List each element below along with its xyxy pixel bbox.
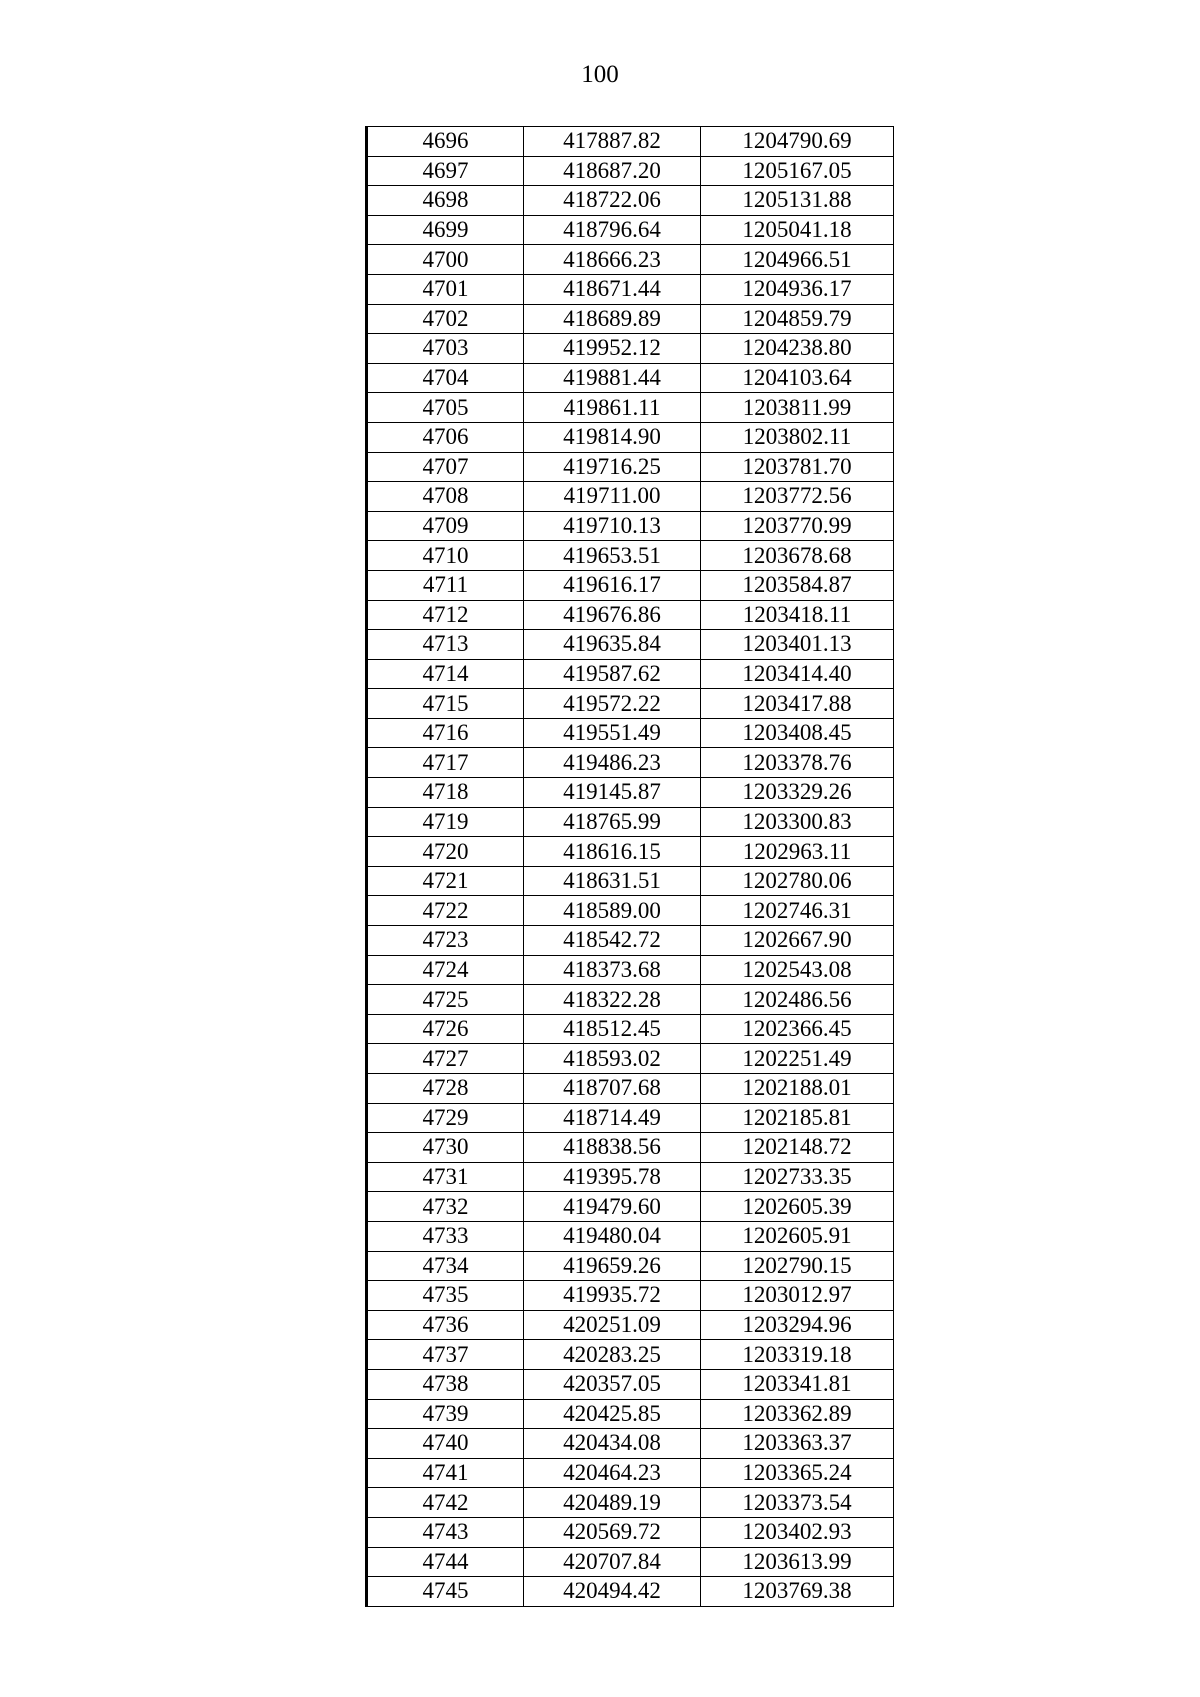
x-coordinate-cell: 419716.25 [524,452,701,482]
table-body [367,127,894,1607]
x-coordinate-cell: 419711.00 [524,482,701,512]
y-coordinate-cell: 1203363.37 [701,1429,894,1459]
y-coordinate-cell: 1203373.54 [701,1488,894,1518]
y-coordinate-cell: 1203300.83 [701,807,894,837]
table-row [367,1251,894,1281]
point-number-cell: 4737 [367,1340,524,1370]
x-coordinate-cell: 419572.22 [524,689,701,719]
table-row [367,630,894,660]
y-coordinate-cell: 1203329.26 [701,778,894,808]
table-row [367,1340,894,1370]
point-number-cell: 4709 [367,511,524,541]
point-number-cell: 4743 [367,1517,524,1547]
y-coordinate-cell: 1202780.06 [701,866,894,896]
point-number-cell: 4716 [367,718,524,748]
coordinate-table [365,126,894,1607]
point-number-cell: 4718 [367,778,524,808]
x-coordinate-cell: 419814.90 [524,422,701,452]
y-coordinate-cell: 1205041.18 [701,215,894,245]
y-coordinate-cell: 1203770.99 [701,511,894,541]
point-number-cell: 4729 [367,1103,524,1133]
point-number-cell: 4739 [367,1399,524,1429]
x-coordinate-cell: 419659.26 [524,1251,701,1281]
y-coordinate-cell: 1202667.90 [701,926,894,956]
x-coordinate-cell: 419952.12 [524,334,701,364]
x-coordinate-cell: 420251.09 [524,1310,701,1340]
table-row [367,600,894,630]
y-coordinate-cell: 1202790.15 [701,1251,894,1281]
table-row [367,511,894,541]
y-coordinate-cell: 1203378.76 [701,748,894,778]
point-number-cell: 4726 [367,1014,524,1044]
y-coordinate-cell: 1203341.81 [701,1369,894,1399]
y-coordinate-cell: 1204936.17 [701,274,894,304]
x-coordinate-cell: 419935.72 [524,1281,701,1311]
x-coordinate-cell: 419881.44 [524,363,701,393]
y-coordinate-cell: 1202746.31 [701,896,894,926]
point-number-cell: 4719 [367,807,524,837]
table-row [367,985,894,1015]
y-coordinate-cell: 1202251.49 [701,1044,894,1074]
y-coordinate-cell: 1204103.64 [701,363,894,393]
x-coordinate-cell: 419861.11 [524,393,701,423]
point-number-cell: 4699 [367,215,524,245]
y-coordinate-cell: 1203402.93 [701,1517,894,1547]
table-row [367,127,894,157]
point-number-cell: 4707 [367,452,524,482]
point-number-cell: 4744 [367,1547,524,1577]
y-coordinate-cell: 1202963.11 [701,837,894,867]
table-row [367,866,894,896]
table-row [367,807,894,837]
y-coordinate-cell: 1203811.99 [701,393,894,423]
x-coordinate-cell: 419395.78 [524,1162,701,1192]
y-coordinate-cell: 1204966.51 [701,245,894,275]
y-coordinate-cell: 1204859.79 [701,304,894,334]
x-coordinate-cell: 418765.99 [524,807,701,837]
point-number-cell: 4725 [367,985,524,1015]
table-row [367,1133,894,1163]
point-number-cell: 4700 [367,245,524,275]
table-row [367,1488,894,1518]
table-row [367,1162,894,1192]
point-number-cell: 4712 [367,600,524,630]
point-number-cell: 4724 [367,955,524,985]
y-coordinate-cell: 1203294.96 [701,1310,894,1340]
point-number-cell: 4742 [367,1488,524,1518]
point-number-cell: 4733 [367,1221,524,1251]
point-number-cell: 4717 [367,748,524,778]
x-coordinate-cell: 418666.23 [524,245,701,275]
y-coordinate-cell: 1203584.87 [701,570,894,600]
table-row [367,1399,894,1429]
table-row [367,748,894,778]
point-number-cell: 4736 [367,1310,524,1340]
y-coordinate-cell: 1205167.05 [701,156,894,186]
table-row [367,1369,894,1399]
y-coordinate-cell: 1203417.88 [701,689,894,719]
x-coordinate-cell: 419710.13 [524,511,701,541]
x-coordinate-cell: 419616.17 [524,570,701,600]
y-coordinate-cell: 1203012.97 [701,1281,894,1311]
y-coordinate-cell: 1202733.35 [701,1162,894,1192]
table-row [367,570,894,600]
x-coordinate-cell: 418689.89 [524,304,701,334]
point-number-cell: 4715 [367,689,524,719]
y-coordinate-cell: 1203319.18 [701,1340,894,1370]
point-number-cell: 4741 [367,1458,524,1488]
y-coordinate-cell: 1203414.40 [701,659,894,689]
y-coordinate-cell: 1202605.39 [701,1192,894,1222]
point-number-cell: 4735 [367,1281,524,1311]
table-row [367,186,894,216]
table-row [367,215,894,245]
y-coordinate-cell: 1204790.69 [701,127,894,157]
table-row [367,955,894,985]
point-number-cell: 4720 [367,837,524,867]
table-row [367,778,894,808]
table-row [367,274,894,304]
x-coordinate-cell: 418687.20 [524,156,701,186]
y-coordinate-cell: 1202148.72 [701,1133,894,1163]
point-number-cell: 4704 [367,363,524,393]
point-number-cell: 4740 [367,1429,524,1459]
point-number-cell: 4703 [367,334,524,364]
y-coordinate-cell: 1203772.56 [701,482,894,512]
y-coordinate-cell: 1203781.70 [701,452,894,482]
point-number-cell: 4710 [367,541,524,571]
x-coordinate-cell: 420283.25 [524,1340,701,1370]
x-coordinate-cell: 419145.87 [524,778,701,808]
point-number-cell: 4734 [367,1251,524,1281]
x-coordinate-cell: 418542.72 [524,926,701,956]
x-coordinate-cell: 418593.02 [524,1044,701,1074]
point-number-cell: 4738 [367,1369,524,1399]
point-number-cell: 4698 [367,186,524,216]
y-coordinate-cell: 1205131.88 [701,186,894,216]
table-row [367,1429,894,1459]
table-row [367,393,894,423]
table-row [367,1577,894,1607]
x-coordinate-cell: 419551.49 [524,718,701,748]
x-coordinate-cell: 418707.68 [524,1074,701,1104]
y-coordinate-cell: 1203418.11 [701,600,894,630]
x-coordinate-cell: 418322.28 [524,985,701,1015]
point-number-cell: 4706 [367,422,524,452]
table-row [367,156,894,186]
y-coordinate-cell: 1203613.99 [701,1547,894,1577]
table-row [367,541,894,571]
x-coordinate-cell: 420425.85 [524,1399,701,1429]
x-coordinate-cell: 420494.42 [524,1577,701,1607]
table-row [367,1044,894,1074]
y-coordinate-cell: 1202605.91 [701,1221,894,1251]
x-coordinate-cell: 419653.51 [524,541,701,571]
x-coordinate-cell: 419486.23 [524,748,701,778]
point-number-cell: 4708 [367,482,524,512]
point-number-cell: 4723 [367,926,524,956]
x-coordinate-cell: 419479.60 [524,1192,701,1222]
table-row [367,363,894,393]
table-row [367,659,894,689]
y-coordinate-cell: 1202185.81 [701,1103,894,1133]
point-number-cell: 4721 [367,866,524,896]
y-coordinate-cell: 1202188.01 [701,1074,894,1104]
table-row [367,1547,894,1577]
table-row [367,1310,894,1340]
x-coordinate-cell: 418671.44 [524,274,701,304]
point-number-cell: 4702 [367,304,524,334]
y-coordinate-cell: 1203769.38 [701,1577,894,1607]
point-number-cell: 4731 [367,1162,524,1192]
y-coordinate-cell: 1204238.80 [701,334,894,364]
point-number-cell: 4696 [367,127,524,157]
x-coordinate-cell: 418512.45 [524,1014,701,1044]
table-row [367,1074,894,1104]
y-coordinate-cell: 1203802.11 [701,422,894,452]
x-coordinate-cell: 418714.49 [524,1103,701,1133]
point-number-cell: 4701 [367,274,524,304]
y-coordinate-cell: 1203401.13 [701,630,894,660]
x-coordinate-cell: 418722.06 [524,186,701,216]
point-number-cell: 4705 [367,393,524,423]
y-coordinate-cell: 1203362.89 [701,1399,894,1429]
point-number-cell: 4714 [367,659,524,689]
x-coordinate-cell: 420707.84 [524,1547,701,1577]
table-row [367,1517,894,1547]
y-coordinate-cell: 1202486.56 [701,985,894,1015]
x-coordinate-cell: 417887.82 [524,127,701,157]
x-coordinate-cell: 420434.08 [524,1429,701,1459]
table-row [367,422,894,452]
point-number-cell: 4728 [367,1074,524,1104]
point-number-cell: 4711 [367,570,524,600]
x-coordinate-cell: 419480.04 [524,1221,701,1251]
point-number-cell: 4745 [367,1577,524,1607]
table-row [367,896,894,926]
point-number-cell: 4697 [367,156,524,186]
table-row [367,718,894,748]
table-row [367,245,894,275]
table-row [367,1103,894,1133]
point-number-cell: 4732 [367,1192,524,1222]
x-coordinate-cell: 420489.19 [524,1488,701,1518]
table-row [367,334,894,364]
x-coordinate-cell: 420357.05 [524,1369,701,1399]
point-number-cell: 4727 [367,1044,524,1074]
table-row [367,304,894,334]
x-coordinate-cell: 418631.51 [524,866,701,896]
y-coordinate-cell: 1203365.24 [701,1458,894,1488]
x-coordinate-cell: 419635.84 [524,630,701,660]
table-row [367,1458,894,1488]
table-row [367,482,894,512]
x-coordinate-cell: 418373.68 [524,955,701,985]
x-coordinate-cell: 418616.15 [524,837,701,867]
y-coordinate-cell: 1203408.45 [701,718,894,748]
table-row [367,452,894,482]
point-number-cell: 4713 [367,630,524,660]
x-coordinate-cell: 419676.86 [524,600,701,630]
x-coordinate-cell: 420569.72 [524,1517,701,1547]
table-row [367,1221,894,1251]
point-number-cell: 4722 [367,896,524,926]
table-row [367,1281,894,1311]
table-row [367,689,894,719]
x-coordinate-cell: 418589.00 [524,896,701,926]
table-row [367,837,894,867]
x-coordinate-cell: 418838.56 [524,1133,701,1163]
x-coordinate-cell: 419587.62 [524,659,701,689]
table-row [367,926,894,956]
y-coordinate-cell: 1203678.68 [701,541,894,571]
table-row [367,1014,894,1044]
point-number-cell: 4730 [367,1133,524,1163]
x-coordinate-cell: 418796.64 [524,215,701,245]
x-coordinate-cell: 420464.23 [524,1458,701,1488]
page-number: 100 [581,61,619,88]
table-row [367,1192,894,1222]
y-coordinate-cell: 1202366.45 [701,1014,894,1044]
y-coordinate-cell: 1202543.08 [701,955,894,985]
